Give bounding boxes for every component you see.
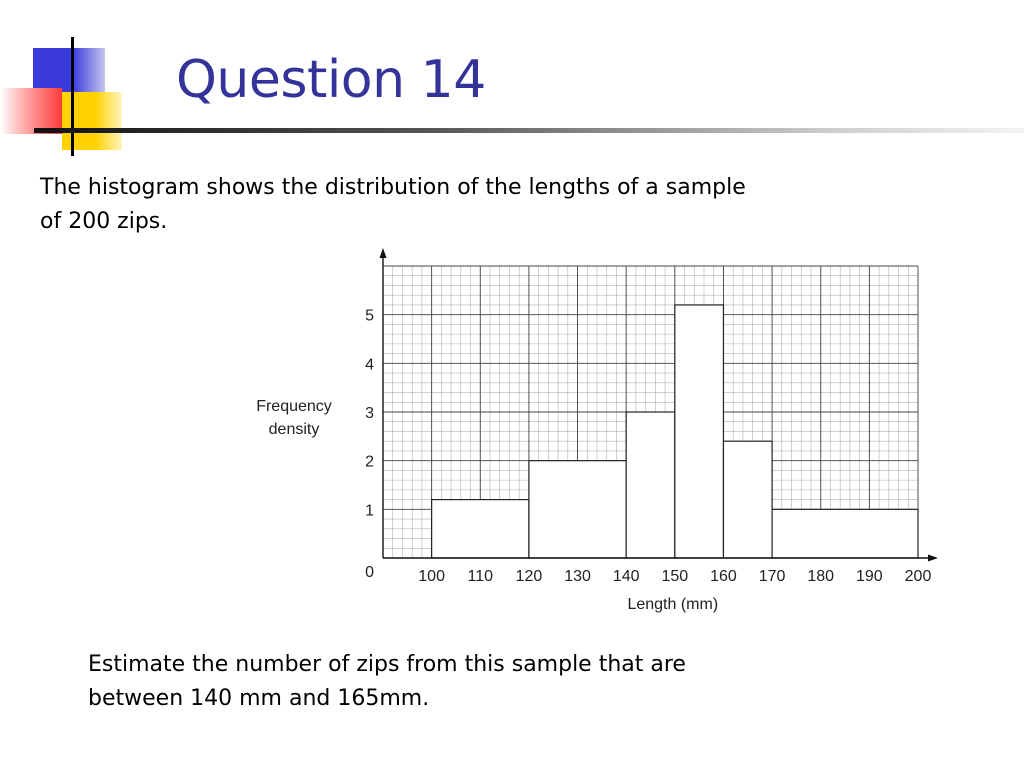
x-axis-arrow-icon (928, 555, 938, 562)
intro-line-2: of 200 zips. (40, 209, 168, 234)
y-tick-label: 1 (365, 502, 374, 520)
x-tick-label: 120 (515, 568, 543, 585)
histogram-bar (432, 500, 529, 558)
histogram-bar (675, 305, 724, 558)
origin-label: 0 (365, 564, 374, 581)
x-tick-label: 140 (612, 568, 640, 585)
x-tick-label: 150 (661, 568, 689, 585)
histogram-bar (772, 509, 918, 558)
histogram-bar (723, 441, 772, 558)
y-tick-label: 4 (365, 356, 374, 374)
x-tick-label: 190 (856, 568, 883, 585)
y-tick-label: 2 (365, 453, 374, 471)
y-axis-title-line-1: Frequency (256, 398, 332, 415)
x-tick-label: 200 (904, 568, 932, 585)
x-tick-label: 170 (758, 568, 786, 585)
histogram-bar (626, 412, 675, 558)
slide-title: Question 14 (176, 50, 486, 110)
y-tick-label: 3 (365, 405, 374, 422)
x-axis-title: Length (mm) (627, 596, 719, 613)
x-tick-label: 130 (564, 568, 591, 585)
histogram-bar (529, 461, 626, 558)
x-tick-label: 180 (807, 568, 835, 585)
y-axis-arrow-icon (380, 248, 387, 258)
x-tick-label: 110 (467, 568, 494, 585)
question-text (88, 648, 988, 716)
x-tick-label: 160 (710, 568, 737, 585)
question-line-1: Estimate the number of zips from this sample that are (88, 652, 686, 677)
intro-line-1: The histogram shows the distribution of the lengths of a sample (40, 175, 746, 200)
y-axis-title-line-2: density (268, 421, 320, 438)
y-tick-label: 5 (365, 307, 374, 325)
x-tick-label: 100 (418, 568, 445, 585)
question-line-2: between 140 mm and 165mm. (88, 686, 430, 711)
